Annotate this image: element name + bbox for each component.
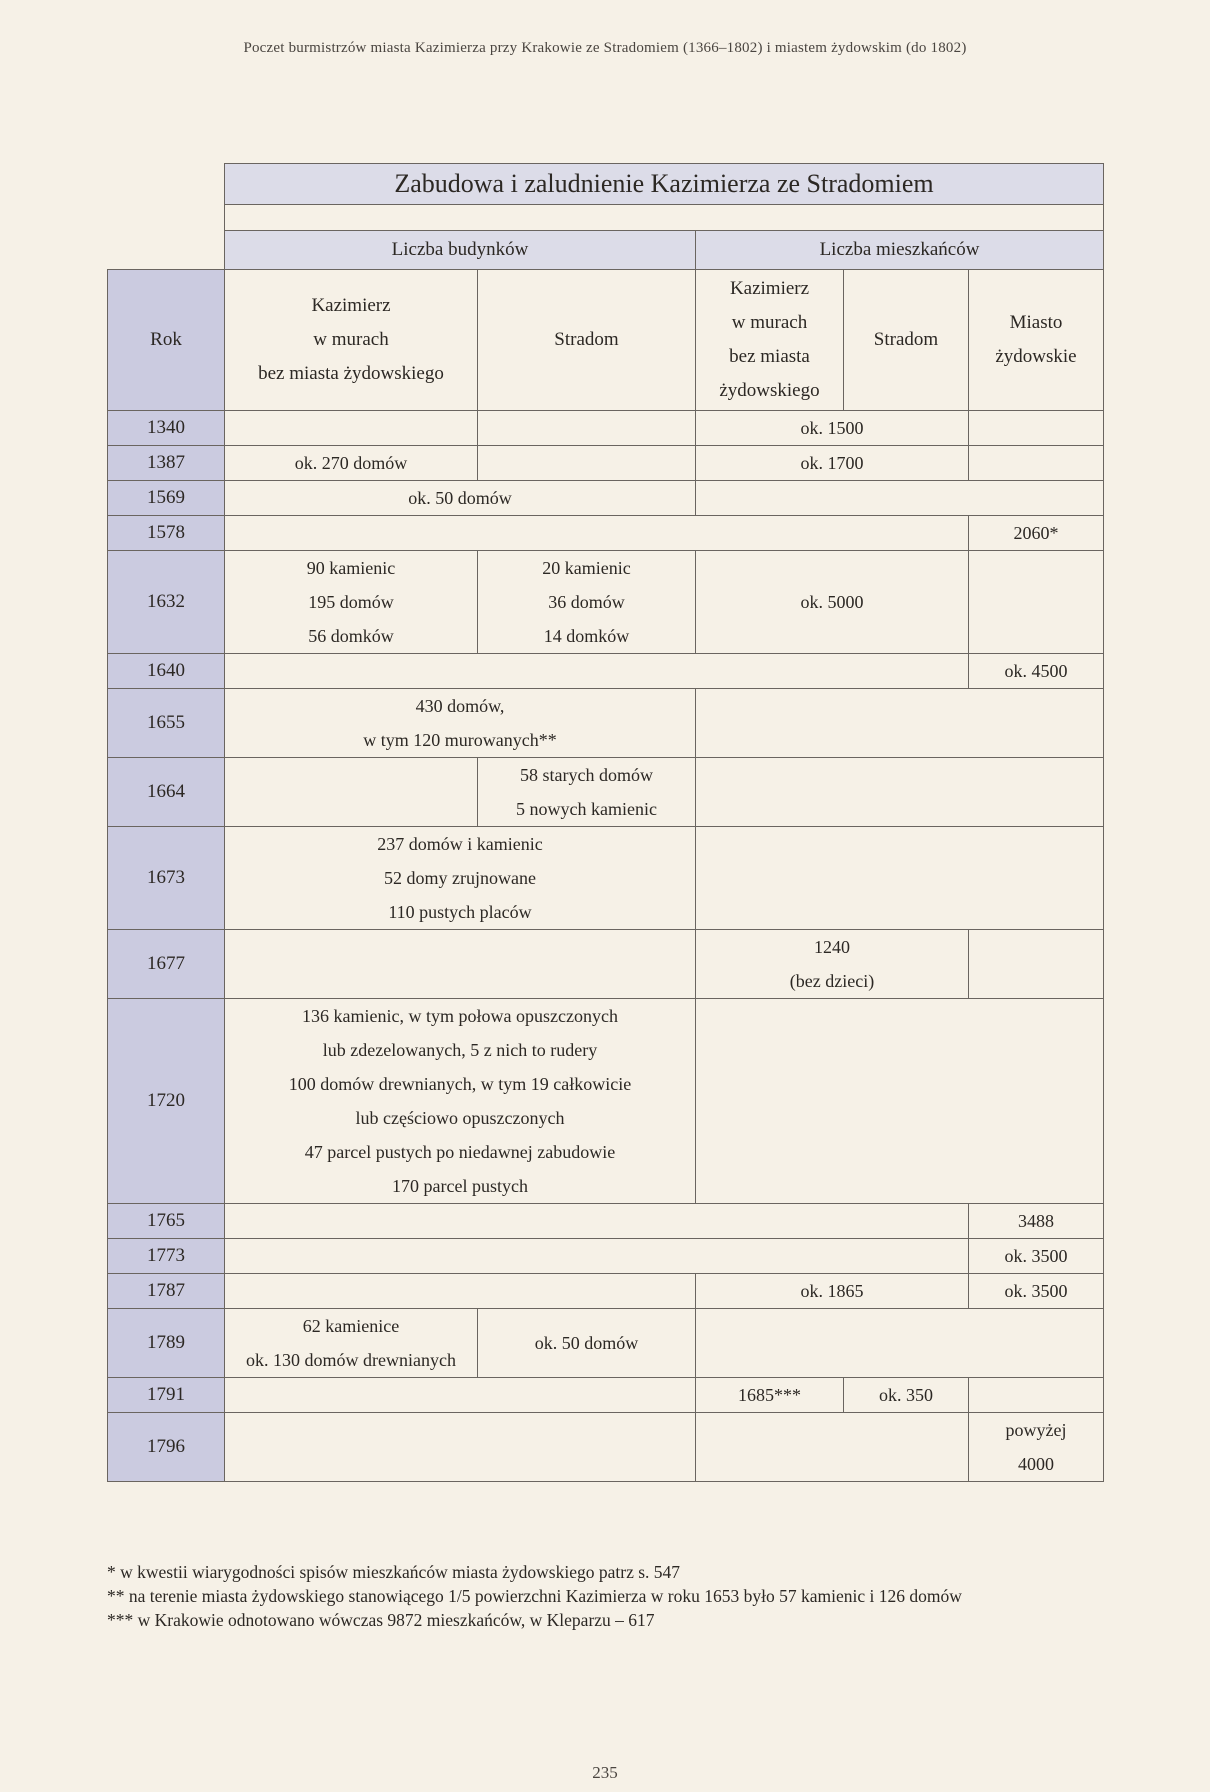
col-kazimierz-residents: Kazimierz w murach bez miasta żydowskiego [696, 270, 844, 411]
year-cell: 1796 [108, 1413, 225, 1482]
year-cell: 1677 [108, 930, 225, 999]
table-row [108, 689, 1104, 758]
footnote: ** na terenie miasta żydowskiego stanowiącego 1/5 powierzchni Kazimierza w roku 1653 było 57 kamienic i 126 domów [107, 1586, 962, 1606]
residents-cell: ok. 5000 [696, 551, 969, 654]
residents-cell: ok. 1865 [696, 1274, 969, 1309]
table-row [108, 827, 1104, 930]
year-cell: 1791 [108, 1378, 225, 1413]
page-number: 235 [592, 1763, 618, 1782]
table-row [108, 1413, 1104, 1482]
col-year-header: Rok [108, 270, 225, 411]
residents-cell: ok. 350 [844, 1378, 969, 1413]
table-row [108, 1378, 1104, 1413]
year-cell: 1640 [108, 654, 225, 689]
residents-cell: 1240 (bez dzieci) [696, 930, 969, 999]
footnote: *** w Krakowie odnotowano wówczas 9872 mieszkańców, w Kleparzu – 617 [107, 1610, 655, 1630]
buildings-cell: ok. 270 domów [225, 446, 478, 481]
table-row [108, 446, 1104, 481]
year-cell: 1664 [108, 758, 225, 827]
year-cell: 1773 [108, 1239, 225, 1274]
table-row [108, 758, 1104, 827]
buildings-cell: 20 kamienic 36 domów 14 domków [478, 551, 696, 654]
year-cell: 1720 [108, 999, 225, 1204]
col-kazimierz-buildings: Kazimierz w murach bez miasta żydowskiego [225, 270, 478, 411]
year-cell: 1578 [108, 516, 225, 551]
buildings-cell: 90 kamienic 195 domów 56 domków [225, 551, 478, 654]
jewish-residents-cell: ok. 4500 [969, 654, 1104, 689]
group-residents: Liczba mieszkańców [696, 231, 1104, 270]
table-title: Zabudowa i zaludnienie Kazimierza ze Stradomiem [225, 164, 1104, 205]
residents-cell: ok. 1500 [696, 411, 969, 446]
group-buildings: Liczba budynków [225, 231, 696, 270]
table-row [108, 654, 1104, 689]
table-row [108, 930, 1104, 999]
year-cell: 1340 [108, 411, 225, 446]
population-table [107, 163, 1104, 1482]
footnote: * w kwestii wiarygodności spisów mieszkańców miasta żydowskiego patrz s. 547 [107, 1562, 681, 1582]
table-row [108, 999, 1104, 1204]
table-row [108, 1274, 1104, 1309]
jewish-residents-cell: 3488 [969, 1204, 1104, 1239]
year-cell: 1787 [108, 1274, 225, 1309]
buildings-cell: 136 kamienic, w tym połowa opuszczonych lub zdezelowanych, 5 z nich to rudery 100 domów drewnianych, w tym 19 całkowicie lub częściowo opuszczonych 47 parcel pustych po niedawnej zabudowie 170 parcel pustych [225, 999, 696, 1204]
buildings-cell: ok. 50 domów [478, 1309, 696, 1378]
jewish-residents-cell: ok. 3500 [969, 1239, 1104, 1274]
year-cell: 1765 [108, 1204, 225, 1239]
footnotes [107, 1560, 1107, 1632]
buildings-cell: ok. 50 domów [225, 481, 696, 516]
jewish-residents-cell: ok. 3500 [969, 1274, 1104, 1309]
table-row [108, 516, 1104, 551]
jewish-residents-cell: powyżej 4000 [969, 1413, 1104, 1482]
table-row [108, 551, 1104, 654]
year-cell: 1632 [108, 551, 225, 654]
residents-cell: ok. 1700 [696, 446, 969, 481]
table-row [108, 1239, 1104, 1274]
jewish-residents-cell: 2060* [969, 516, 1104, 551]
buildings-cell: 430 domów, w tym 120 murowanych** [225, 689, 696, 758]
table-row [108, 411, 1104, 446]
table-row [108, 1204, 1104, 1239]
buildings-cell: 237 domów i kamienic 52 domy zrujnowane 110 pustych placów [225, 827, 696, 930]
col-jewish-town-residents: Miasto żydowskie [969, 270, 1104, 411]
year-cell: 1569 [108, 481, 225, 516]
col-stradom-residents: Stradom [844, 270, 969, 411]
year-cell: 1655 [108, 689, 225, 758]
running-head: Poczet burmistrzów miasta Kazimierza przy Krakowie ze Stradomiem (1366–1802) i miastem żydowskim (do 1802) [243, 40, 967, 56]
table-row [108, 1309, 1104, 1378]
col-stradom-buildings: Stradom [478, 270, 696, 411]
year-cell: 1673 [108, 827, 225, 930]
table-row [108, 481, 1104, 516]
year-cell: 1387 [108, 446, 225, 481]
residents-cell: 1685*** [696, 1378, 844, 1413]
buildings-cell: 58 starych domów 5 nowych kamienic [478, 758, 696, 827]
year-cell: 1789 [108, 1309, 225, 1378]
buildings-cell: 62 kamienice ok. 130 domów drewnianych [225, 1309, 478, 1378]
